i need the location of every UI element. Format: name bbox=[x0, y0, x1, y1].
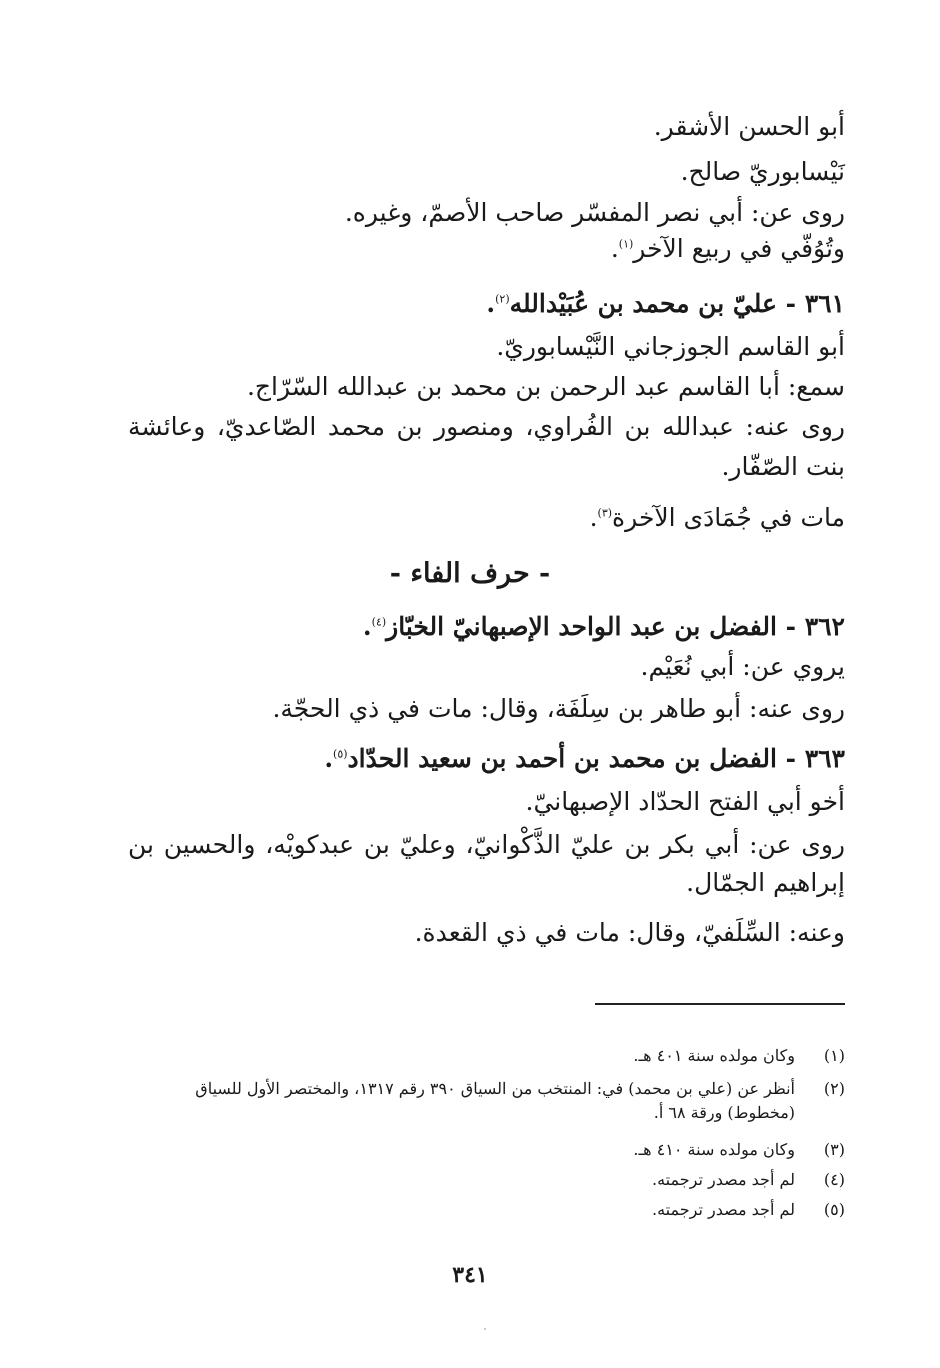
entry-361-death bbox=[590, 501, 845, 535]
footnote-3 bbox=[130, 1138, 845, 1162]
entry-362-narrates-from: يروي عن: أبي نُعَيْم. bbox=[640, 652, 845, 681]
entry-363-narrated-from: روى عن: أبي بكر بن عليّ الذَّكْوانيّ، وعليّ بن عبدكويْه، والحسين بن bbox=[128, 830, 845, 859]
footnote-ref-1: (١) bbox=[618, 237, 634, 251]
entry-363-title-text: ٣٦٣ - الفضل بن محمد بن أحمد بن سعيد الحدّاد bbox=[347, 744, 845, 773]
entry-361-narrated-by: روى عنه: عبدالله بن الفُراوي، ومنصور بن محمد الصّاعديّ، وعائشة bbox=[128, 412, 845, 441]
footnote-1 bbox=[130, 1044, 845, 1068]
entry-360-death-end: . bbox=[610, 234, 619, 263]
entry-361-death-end: . bbox=[589, 503, 598, 532]
scan-speck bbox=[484, 1328, 486, 1330]
entry-362-title bbox=[363, 610, 845, 644]
entry-363-narrated-by: وعنه: السِّلَفيّ، وقال: مات في ذي القعدة. bbox=[414, 918, 845, 947]
entry-363-narrated-from-cont: إبراهيم الجمّال. bbox=[686, 868, 845, 897]
entry-361-title-end: . bbox=[486, 289, 496, 318]
section-heading: - حرف الفاء - bbox=[389, 558, 551, 589]
entry-361-title bbox=[486, 287, 845, 321]
footnote-text: لم أجد مصدر ترجمته. bbox=[652, 1170, 795, 1189]
footnote-2 bbox=[130, 1077, 845, 1125]
footnote-number: (١) bbox=[823, 1046, 845, 1065]
entry-360-narrated-from: روى عن: أبي نصر المفسّر صاحب الأصمّ، وغيره. bbox=[344, 198, 845, 227]
entry-361-narrated-by-cont: بنت الصّفّار. bbox=[721, 452, 845, 481]
footnote-ref-3: (٣) bbox=[597, 506, 613, 520]
entry-361-death-text: مات في جُمَادَى الآخرة bbox=[612, 503, 845, 532]
footnote-ref-5: (٥) bbox=[333, 747, 348, 761]
entry-360-nisba: نَيْسابوريّ صالح. bbox=[680, 157, 845, 186]
footnote-number: (٥) bbox=[823, 1200, 845, 1219]
entry-360-death bbox=[611, 232, 845, 266]
footnote-ref-4: (٤) bbox=[371, 615, 387, 629]
page-number: ٣٤١ bbox=[452, 1262, 488, 1288]
entry-361-kunya: أبو القاسم الجوزجاني النَّيْسابوريّ. bbox=[496, 332, 845, 361]
footnote-number: (٤) bbox=[823, 1170, 845, 1189]
entry-361-title-text: ٣٦١ - عليّ بن محمد بن عُبَيْدالله bbox=[509, 289, 845, 318]
entry-360-kunya: أبو الحسن الأشقر. bbox=[653, 112, 845, 141]
footnote-number: (٢) bbox=[823, 1079, 845, 1098]
footnote-5 bbox=[130, 1198, 845, 1222]
entry-361-heard: سمع: أبا القاسم عبد الرحمن بن محمد بن عبدالله السّرّاج. bbox=[246, 372, 845, 401]
entry-363-title-end: . bbox=[324, 744, 334, 773]
footnote-separator bbox=[595, 1003, 845, 1005]
footnote-4 bbox=[130, 1168, 845, 1192]
footnote-text: أنظر عن (علي بن محمد) في: المنتخب من السياق ٣٩٠ رقم ١٣١٧، والمختصر الأول للسياق (مخطوط) ورقة ٦٨ أ. bbox=[195, 1079, 795, 1122]
entry-363-title bbox=[324, 742, 845, 776]
footnote-ref-2: (٢) bbox=[495, 292, 510, 306]
footnote-number: (٣) bbox=[823, 1140, 845, 1159]
entry-362-narrated-by: روى عنه: أبو طاهر بن سِلَفَة، وقال: مات في ذي الحجّة. bbox=[272, 694, 845, 723]
footnote-text: وكان مولده سنة ٤١٠ هـ. bbox=[633, 1140, 795, 1159]
footnote-text: وكان مولده سنة ٤٠١ هـ. bbox=[633, 1046, 795, 1065]
entry-362-title-end: . bbox=[362, 612, 372, 641]
entry-363-brother: أخو أبي الفتح الحدّاد الإصبهانيّ. bbox=[525, 787, 845, 816]
entry-362-title-text: ٣٦٢ - الفضل بن عبد الواحد الإصبهانيّ الخبّاز bbox=[386, 612, 845, 641]
footnote-text: لم أجد مصدر ترجمته. bbox=[652, 1200, 795, 1219]
entry-360-death-text: وتُوُفّي في ربيع الآخر bbox=[633, 234, 845, 263]
